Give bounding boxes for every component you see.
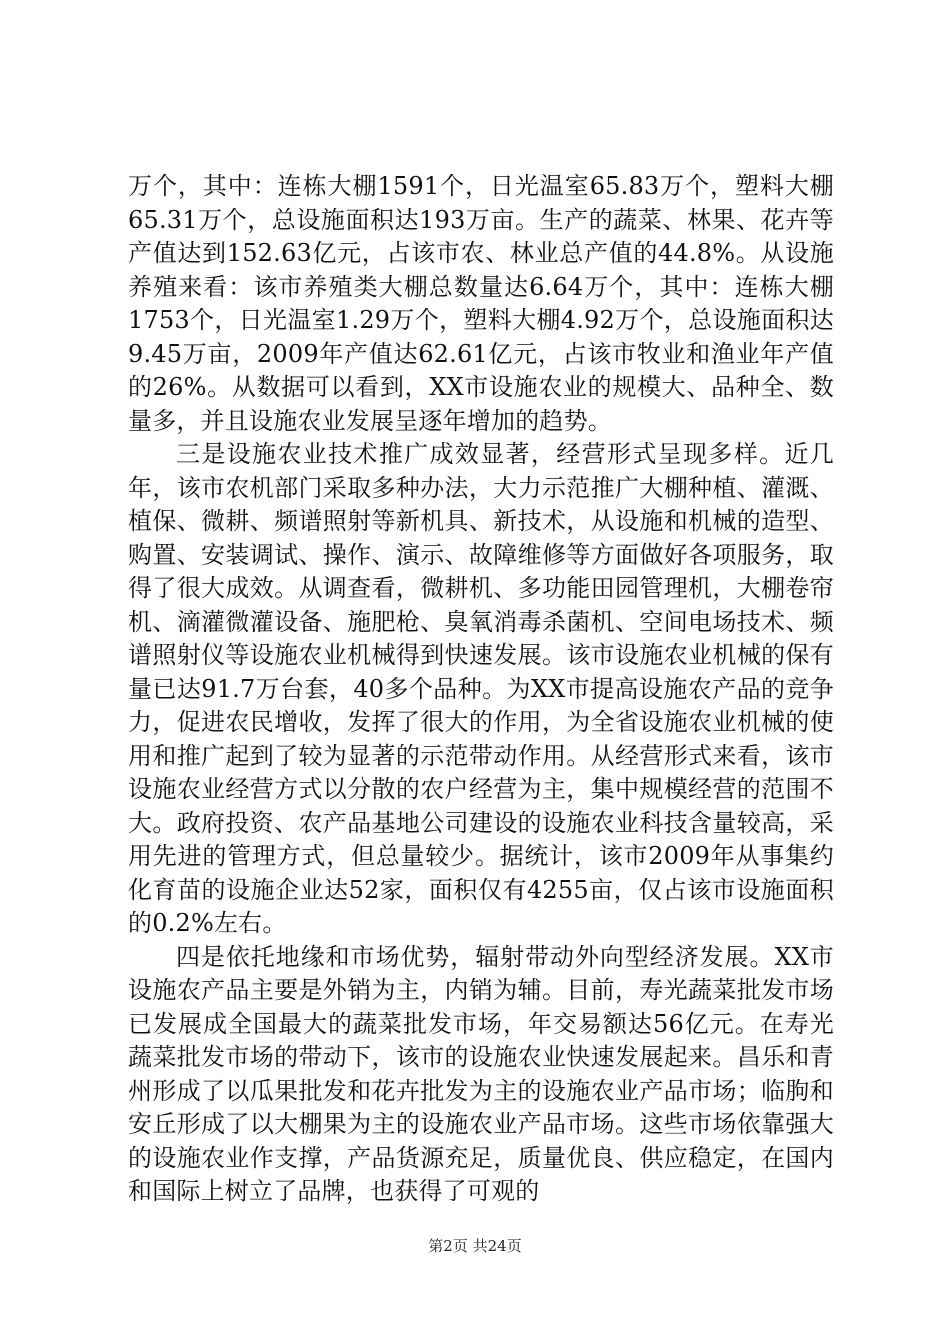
paragraph-1: 万个，其中：连栋大棚1591个，日光温室65.83万个，塑料大棚65.31万个，总设施面积达193万亩。生产的蔬菜、林果、花卉等产值达到152.63亿元，占该市农、林业总产值的44.8%。从设施养殖来看：该市养殖类大棚总数量达6.64万个，其中：连栋大棚1753个，日光温室1.29万个，塑料大棚4.92万个，总设施面积达9.45万亩，2009年产值达62.61亿元，占该市牧业和渔业年产值的26%。从数据可以看到，XX市设施农业的规模大、品种全、数量多，并且设施农业发展呈逐年增加的趋势。 [128,172,834,435]
paragraph-3: 四是依托地缘和市场优势，辐射带动外向型经济发展。XX市设施农产品主要是外销为主，内销为辅。目前，寿光蔬菜批发市场已发展成全国最大的蔬菜批发市场，年交易额达56亿元。在寿光蔬菜批发市场的带动下，该市的设施农业快速发展起来。昌乐和青州形成了以瓜果批发和花卉批发为主的设施农业产品市场；临朐和安丘形成了以大棚果为主的设施农业产品市场。这些市场依靠强大的设施农业作支撑，产品货源充足，质量优良、供应稳定，在国内和国际上树立了品牌，也获得了可观的 [128,942,834,1205]
page-number-footer: 第2页 共24页 [428,1237,522,1255]
document-body [128,170,834,1209]
paragraph-2: 三是设施农业技术推广成效显著，经营形式呈现多样。近几年，该市农机部门采取多种办法，大力示范推广大棚种植、灌溉、植保、微耕、频谱照射等新机具、新技术，从设施和机械的造型、购置、安装调试、操作、演示、故障维修等方面做好各项服务，取得了很大成效。从调查看，微耕机、多功能田园管理机，大棚卷帘机、滴灌微灌设备、施肥枪、臭氧消毒杀菌机、空间电场技术、频谱照射仪等设施农业机械得到快速发展。该市设施农业机械的保有量已达91.7万台套，40多个品种。为XX市提高设施农产品的竞争力，促进农民增收，发挥了很大的作用，为全省设施农业机械的使用和推广起到了较为显著的示范带动作用。从经营形式来看，该市设施农业经营方式以分散的农户经营为主，集中规模经营的范围不大。政府投资、农产品基地公司建设的设施农业科技含量较高，采用先进的管理方式，但总量较少。据统计，该市2009年从事集约化育苗的设施企业达52家，面积仅有4255亩，仅占该市设施面积的0.2%左右。 [128,440,834,937]
